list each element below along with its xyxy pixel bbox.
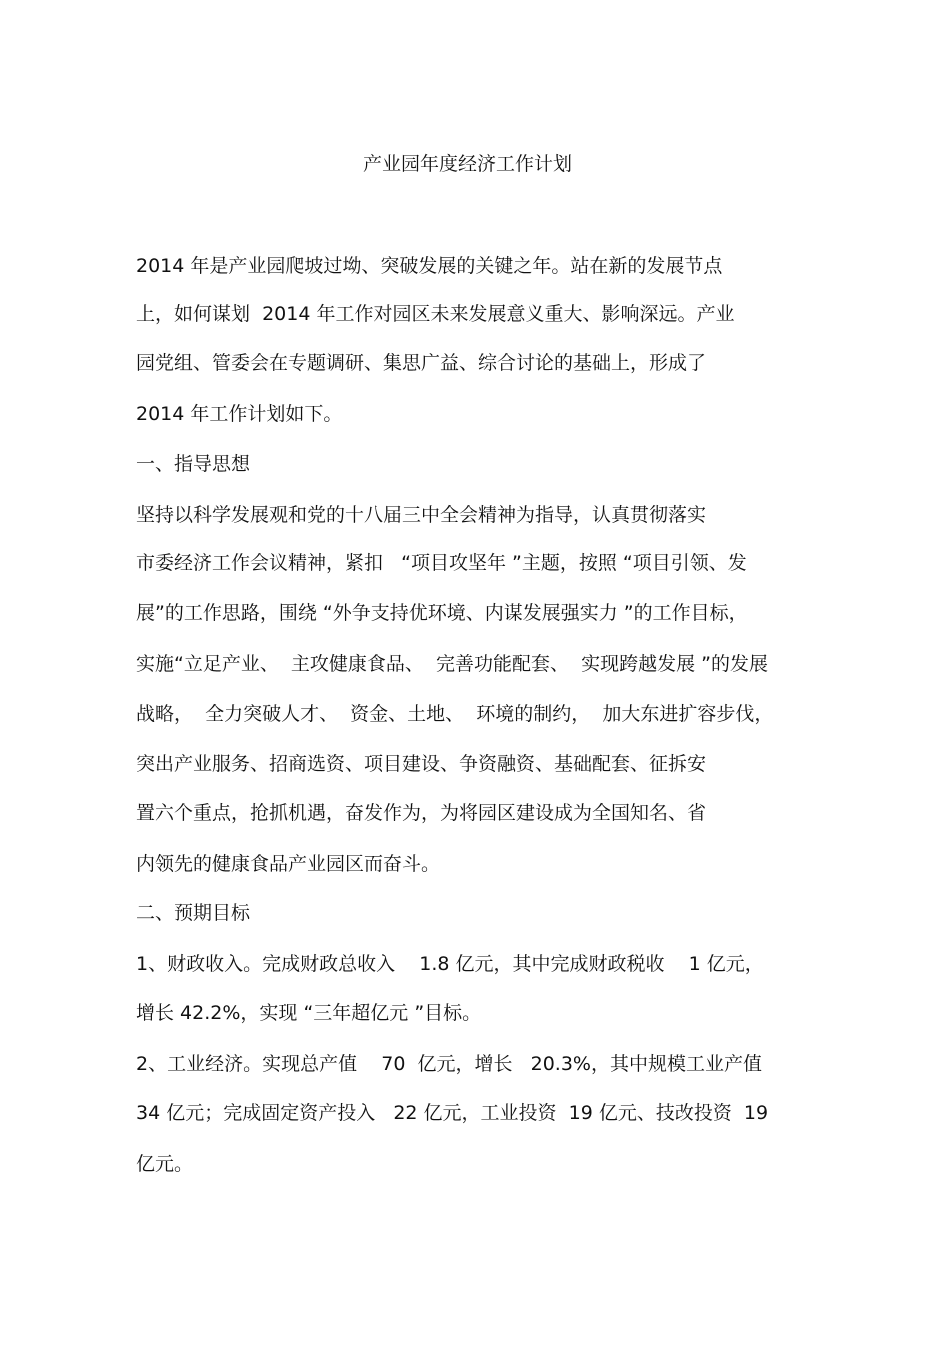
body-line: 园党组、管委会在专题调研、集思广益、综合讨论的基础上，形成了	[136, 352, 707, 374]
body-line: 市委经济工作会议精神，紧扣 “项目攻坚年 ”主题，按照 “项目引领、发	[136, 552, 747, 574]
body-line: 实施“立足产业、 主攻健康食品、 完善功能配套、 实现跨越发展 ”的发展	[136, 653, 768, 675]
body-line: 2、工业经济。实现总产值 70 亿元，增长 20.3%，其中规模工业产值	[136, 1053, 762, 1075]
body-line: 1、财政收入。完成财政总收入 1.8 亿元，其中完成财政税收 1 亿元，	[136, 953, 764, 975]
body-line: 展”的工作思路，围绕 “外争支持优环境、内谋发展强实力 ”的工作目标，	[136, 602, 748, 624]
body-line: 坚持以科学发展观和党的十八届三中全会精神为指导，认真贯彻落实	[136, 504, 707, 526]
body-line: 突出产业服务、招商选资、项目建设、争资融资、基础配套、征拆安	[136, 753, 707, 775]
body-line: 34 亿元；完成固定资产投入 22 亿元，工业投资 19 亿元、技改投资 19	[136, 1102, 769, 1124]
body-line: 增长 42.2%，实现 “三年超亿元 ”目标。	[136, 1002, 482, 1024]
body-line: 置六个重点，抢抓机遇，奋发作为，为将园区建设成为全国知名、省	[136, 802, 707, 824]
section-heading: 一、指导思想	[136, 453, 251, 475]
body-line: 内领先的健康食品产业园区而奋斗。	[136, 853, 441, 875]
body-line: 2014 年工作计划如下。	[136, 403, 343, 425]
body-line: 战略， 全力突破人才、 资金、土地、 环境的制约， 加大东进扩容步伐，	[136, 703, 774, 725]
document-title: 产业园年度经济工作计划	[362, 153, 572, 175]
body-line: 2014 年是产业园爬坡过坳、突破发展的关键之年。站在新的发展节点	[136, 255, 723, 277]
body-line: 上，如何谋划 2014 年工作对园区未来发展意义重大、影响深远。产业	[136, 303, 735, 325]
body-line: 亿元。	[136, 1153, 194, 1175]
section-heading: 二、预期目标	[136, 902, 251, 924]
